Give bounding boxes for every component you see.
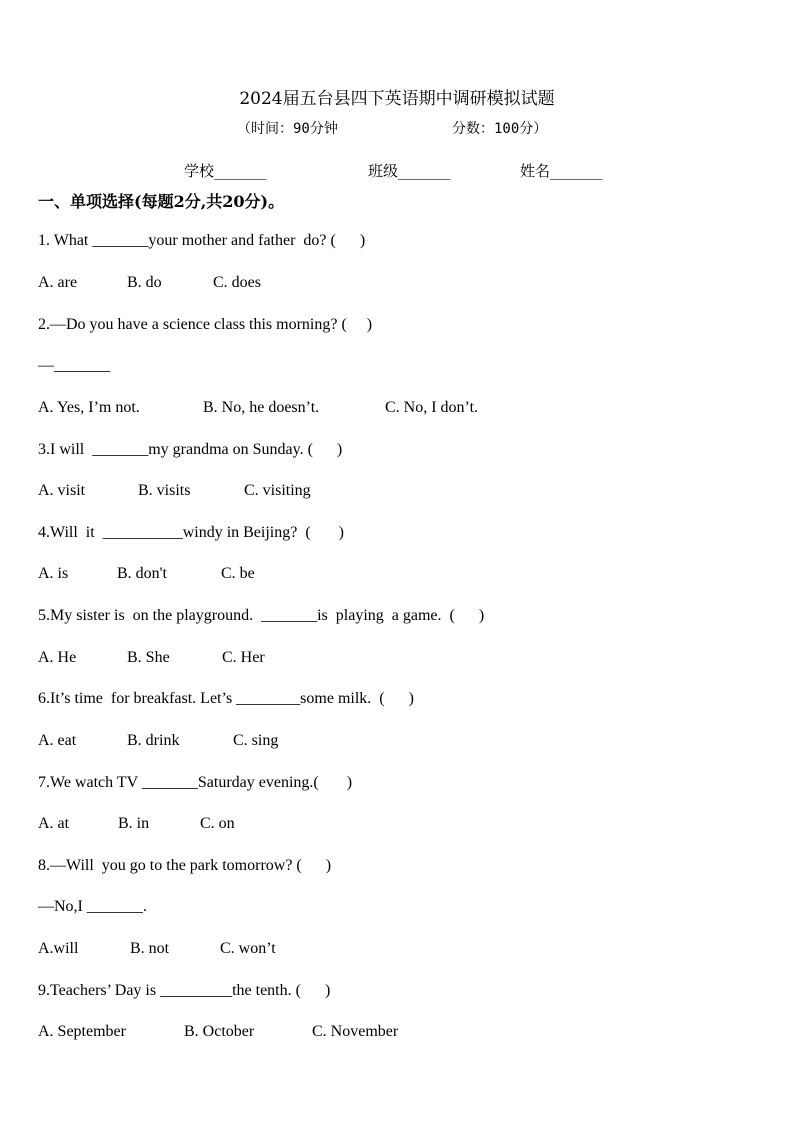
q4-option-b: B. don't <box>117 565 167 582</box>
q6-option-b: B. drink <box>127 732 180 749</box>
question-5: 5.My sister is on the playground. _______is playing a game. ( ) <box>38 607 485 624</box>
question-2-answer-line: —_______ <box>38 357 110 374</box>
q3-option-b: B. visits <box>138 482 191 499</box>
question-9: 9.Teachers’ Day is _________the tenth. ( ) <box>38 982 331 999</box>
q6-option-c: C. sing <box>233 732 279 749</box>
section-title: 一、单项选择(每题2分,共20分)。 <box>38 192 285 211</box>
q5-option-a: A. He <box>38 649 77 666</box>
q7-option-a: A. at <box>38 815 70 832</box>
q2-option-c: C. No, I don’t. <box>385 399 479 416</box>
q7-option-c: C. on <box>200 815 235 832</box>
class-field: 班级_______ <box>368 162 451 180</box>
q1-option-b: B. do <box>127 274 162 291</box>
question-8: 8.—Will you go to the park tomorrow? ( ) <box>38 857 332 874</box>
exam-score: 分数：100分） <box>452 121 548 137</box>
page-title: 2024届五台县四下英语期中调研模拟试题 <box>239 89 555 109</box>
q8-option-c: C. won’t <box>220 940 276 957</box>
question-1: 1. What _______your mother and father do? ( ) <box>38 232 366 249</box>
q2-option-a: A. Yes, I’m not. <box>38 399 140 416</box>
school-field: 学校_______ <box>184 162 267 180</box>
q8-option-a: A.will <box>38 940 79 957</box>
question-8-answer-line: —No,I _______. <box>38 898 147 915</box>
q7-option-b: B. in <box>118 815 150 832</box>
q1-option-c: C. does <box>213 274 261 291</box>
q8-option-b: B. not <box>130 940 170 957</box>
q9-option-c: C. November <box>312 1023 399 1040</box>
question-2: 2.—Do you have a science class this morning? ( ) <box>38 316 373 333</box>
question-6: 6.It’s time for breakfast. Let’s ________some milk. ( ) <box>38 690 414 707</box>
q6-option-a: A. eat <box>38 732 77 749</box>
q1-option-a: A. are <box>38 274 78 291</box>
question-3: 3.I will _______my grandma on Sunday. ( ) <box>38 441 343 458</box>
q3-option-c: C. visiting <box>244 482 311 499</box>
exam-time: （时间：90分钟 <box>237 121 338 137</box>
question-7: 7.We watch TV _______Saturday evening.( ) <box>38 774 353 791</box>
q4-option-c: C. be <box>221 565 255 582</box>
q9-option-b: B. October <box>184 1023 255 1040</box>
q5-option-b: B. She <box>127 649 170 666</box>
q3-option-a: A. visit <box>38 482 86 499</box>
q5-option-c: C. Her <box>222 649 265 666</box>
question-4: 4.Will it __________windy in Beijing? ( ) <box>38 524 344 541</box>
name-field: 姓名_______ <box>520 162 603 180</box>
q2-option-b: B. No, he doesn’t. <box>203 399 320 416</box>
q9-option-a: A. September <box>38 1023 126 1040</box>
q4-option-a: A. is <box>38 565 69 582</box>
